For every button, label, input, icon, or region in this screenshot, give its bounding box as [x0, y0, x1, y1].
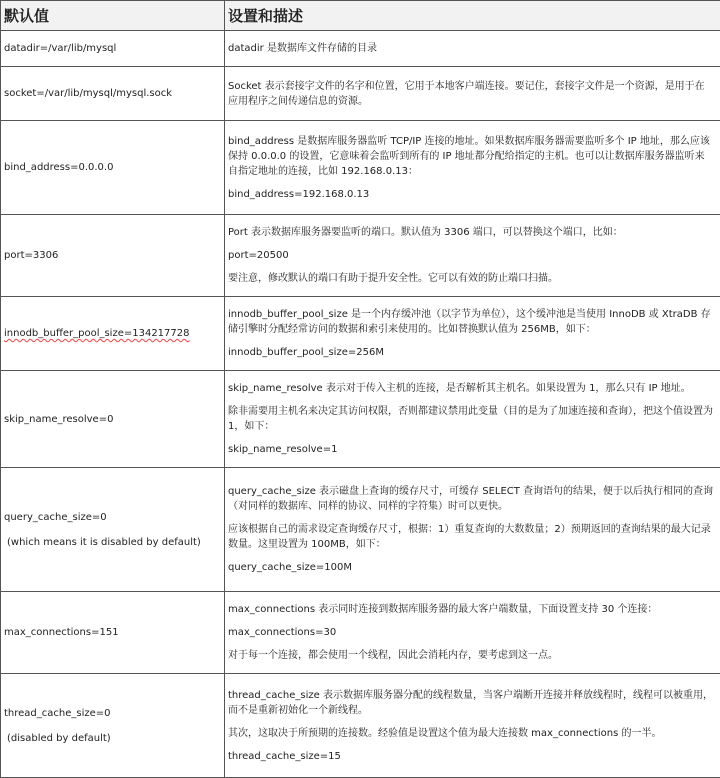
config-key [1, 297, 225, 371]
description-paragraph: 除非需要用主机名来决定其访问权限，否则都建议禁用此变量（目的是为了加速连接和查询），把这个值设置为 1，如下： [228, 400, 714, 438]
table-row [1, 215, 720, 297]
config-description [225, 674, 720, 778]
header-description: 设置和描述 [225, 1, 720, 31]
config-description [225, 67, 720, 121]
config-key: skip_name_resolve=0 [1, 371, 225, 468]
description-paragraph: 应该根据自己的需求设定查询缓存尺寸，根据：1）重复查询的大数数量；2）预期返回的查询结果的最大记录数量。这里设置为 100MB，如下： [228, 518, 714, 556]
description-paragraph: thread_cache_size 表示数据库服务器分配的线程数量，当客户端断开连接并释放线程时，线程可以被重用，而不是重新初始化一个新线程。 [228, 684, 714, 722]
description-paragraph: innodb_buffer_pool_size 是一个内存缓冲池（以字节为单位），这个缓冲池是当使用 InnoDB 或 XtraDB 存储引擎时分配经常访问的数据和索引来使用的。比如替换默认值为 256MB，如下： [228, 303, 714, 341]
config-description [225, 215, 720, 297]
config-key-note: (disabled by default) [4, 731, 218, 746]
description-code: port=20500 [228, 244, 714, 267]
config-key: socket=/var/lib/mysql/mysql.sock [1, 67, 225, 121]
description-paragraph: query_cache_size 表示磁盘上查询的缓存尺寸，可缓存 SELECT 查询语句的结果，便于以后执行相同的查询（对同样的数据库、同样的协议、同样的字符集）时可以更快。 [228, 480, 714, 518]
table-row [1, 121, 720, 215]
config-key-note: (which means it is disabled by default) [4, 535, 218, 550]
table-row [1, 468, 720, 592]
description-paragraph: Port 表示数据库服务器要监听的端口。默认值为 3306 端口，可以替换这个端口，比如： [228, 221, 714, 244]
config-description [225, 31, 720, 67]
config-key: max_connections=151 [1, 592, 225, 674]
config-key: datadir=/var/lib/mysql [1, 31, 225, 67]
description-paragraph: 对于每一个连接，都会使用一个线程，因此会消耗内存，要考虑到这一点。 [228, 644, 714, 667]
config-description [225, 371, 720, 468]
description-code: innodb_buffer_pool_size=256M [228, 341, 714, 364]
table-row [1, 592, 720, 674]
config-description [225, 592, 720, 674]
description-paragraph: skip_name_resolve 表示对于传入主机的连接，是否解析其主机名。如果设置为 1，那么只有 IP 地址。 [228, 377, 714, 400]
table-row [1, 674, 720, 778]
config-key [1, 674, 225, 778]
description-code: skip_name_resolve=1 [228, 438, 714, 461]
config-key: bind_address=0.0.0.0 [1, 121, 225, 215]
config-description [225, 297, 720, 371]
table-header-row [1, 1, 720, 31]
header-default-value: 默认值 [1, 1, 225, 31]
description-code: max_connections=30 [228, 621, 714, 644]
config-key-text: thread_cache_size=0 [4, 708, 111, 719]
description-paragraph: 要注意，修改默认的端口有助于提升安全性。它可以有效的防止端口扫描。 [228, 267, 714, 290]
description-paragraph: Socket 表示套接字文件的名字和位置，它用于本地客户端连接。要记住，套接字文件是一个资源，是用于在应用程序之间传递信息的资源。 [228, 75, 714, 113]
description-code: bind_address=192.168.0.13 [228, 183, 714, 206]
config-description [225, 121, 720, 215]
description-code: query_cache_size=100M [228, 556, 714, 579]
description-code: thread_cache_size=15 [228, 745, 714, 768]
description-paragraph: bind_address 是数据库服务器监听 TCP/IP 连接的地址。如果数据库服务器需要监听多个 IP 地址，那么应该保持 0.0.0.0 的设置，它意味着会监听到所有的 IP 地址都分配给指定的主机。也可以让数据库服务器监听来自指定地址的连接，比如 192.168.0.13： [228, 130, 714, 183]
config-description [225, 468, 720, 592]
description-paragraph: 其次，这取决于所预期的连接数。经验值是设置这个值为最大连接数 max_connections 的一半。 [228, 722, 714, 745]
table-row [1, 67, 720, 121]
config-key: port=3306 [1, 215, 225, 297]
table-row [1, 297, 720, 371]
table-row [1, 371, 720, 468]
config-key-text: innodb_buffer_pool_size=134217728 [4, 328, 190, 339]
table-row [1, 31, 720, 67]
description-paragraph: datadir 是数据库文件存储的目录 [228, 37, 714, 60]
config-key [1, 468, 225, 592]
config-key-text: query_cache_size=0 [4, 512, 107, 523]
description-paragraph: max_connections 表示同时连接到数据库服务器的最大客户端数量，下面设置支持 30 个连接： [228, 598, 714, 621]
